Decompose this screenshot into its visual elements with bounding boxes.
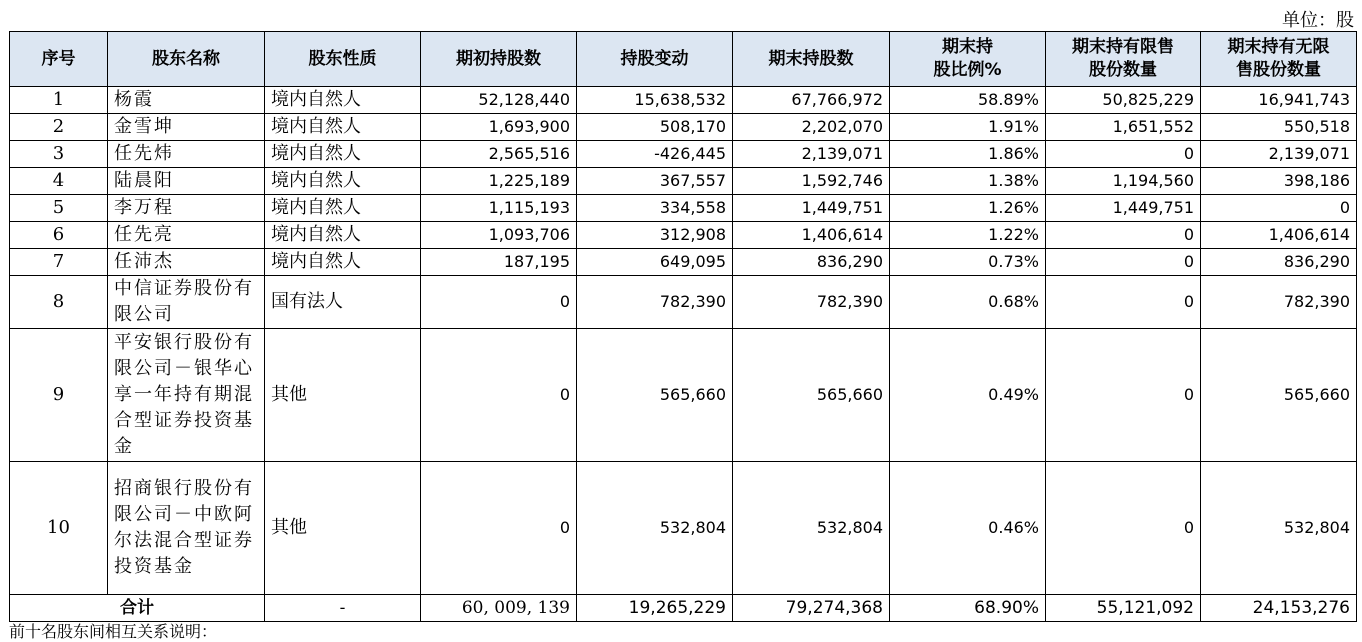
col-header-end: 期末持股数 [733,32,890,87]
table-header-row [10,32,1357,87]
cell-restricted: 1,194,560 [1046,168,1201,195]
cell-end: 782,390 [733,276,890,329]
cell-start: 187,195 [421,249,577,276]
cell-ratio: 0.49% [890,329,1046,462]
cell-end: 2,139,071 [733,141,890,168]
table-row [10,276,1357,329]
total-label: 合计 [10,595,265,622]
cell-nature: 境内自然人 [265,249,421,276]
cell-start: 0 [421,462,577,595]
cell-index: 5 [10,195,108,222]
cell-change: 15,638,532 [577,87,733,114]
table-row [10,462,1357,595]
cell-unrestricted: 550,518 [1201,114,1357,141]
table-row [10,87,1357,114]
table-row [10,168,1357,195]
total-row [10,595,1357,622]
cell-name: 任沛杰 [108,249,265,276]
cell-end: 532,804 [733,462,890,595]
cell-change: 782,390 [577,276,733,329]
cell-change: 508,170 [577,114,733,141]
cell-index: 7 [10,249,108,276]
col-header-change: 持股变动 [577,32,733,87]
cell-ratio: 0.73% [890,249,1046,276]
cell-unrestricted: 836,290 [1201,249,1357,276]
col-header-index: 序号 [10,32,108,87]
cell-nature: 其他 [265,329,421,462]
cell-change: -426,445 [577,141,733,168]
cell-ratio: 0.46% [890,462,1046,595]
cell-unrestricted: 782,390 [1201,276,1357,329]
shareholder-table [9,31,1357,622]
cell-ratio: 1.26% [890,195,1046,222]
cell-unrestricted: 0 [1201,195,1357,222]
cell-restricted: 0 [1046,222,1201,249]
total-start: 60, 009, 139 [421,595,577,622]
cell-restricted: 50,825,229 [1046,87,1201,114]
cell-start: 0 [421,276,577,329]
cell-name: 李万程 [108,195,265,222]
cell-start: 2,565,516 [421,141,577,168]
cell-start: 52,128,440 [421,87,577,114]
col-header-name: 股东名称 [108,32,265,87]
cell-restricted: 0 [1046,276,1201,329]
cell-start: 1,225,189 [421,168,577,195]
total-unrestricted: 24,153,276 [1201,595,1357,622]
cell-ratio: 0.68% [890,276,1046,329]
total-ratio: 68.90% [890,595,1046,622]
cell-nature: 境内自然人 [265,141,421,168]
cell-end: 565,660 [733,329,890,462]
cell-restricted: 0 [1046,462,1201,595]
col-header-nature: 股东性质 [265,32,421,87]
cell-name: 中信证券股份有限公司 [108,276,265,329]
cell-nature: 国有法人 [265,276,421,329]
cell-end: 1,406,614 [733,222,890,249]
cell-unrestricted: 16,941,743 [1201,87,1357,114]
cell-index: 6 [10,222,108,249]
cell-index: 9 [10,329,108,462]
total-end: 79,274,368 [733,595,890,622]
cell-name: 任先炜 [108,141,265,168]
cell-nature: 其他 [265,462,421,595]
total-restricted: 55,121,092 [1046,595,1201,622]
total-nature: - [265,595,421,622]
cell-restricted: 0 [1046,329,1201,462]
cell-index: 2 [10,114,108,141]
cell-index: 4 [10,168,108,195]
table-row [10,249,1357,276]
cell-nature: 境内自然人 [265,222,421,249]
cell-nature: 境内自然人 [265,87,421,114]
cell-name: 任先亮 [108,222,265,249]
cell-end: 1,449,751 [733,195,890,222]
cell-start: 0 [421,329,577,462]
cell-end: 2,202,070 [733,114,890,141]
table-row [10,141,1357,168]
table-row [10,329,1357,462]
cell-name: 平安银行股份有限公司－银华心享一年持有期混合型证券投资基金 [108,329,265,462]
cell-change: 367,557 [577,168,733,195]
cell-unrestricted: 565,660 [1201,329,1357,462]
cell-name: 招商银行股份有限公司－中欧阿尔法混合型证券投资基金 [108,462,265,595]
cell-nature: 境内自然人 [265,114,421,141]
cell-nature: 境内自然人 [265,168,421,195]
table-row [10,195,1357,222]
cell-start: 1,115,193 [421,195,577,222]
cell-change: 649,095 [577,249,733,276]
cell-restricted: 0 [1046,249,1201,276]
cell-restricted: 0 [1046,141,1201,168]
cell-start: 1,693,900 [421,114,577,141]
cell-end: 67,766,972 [733,87,890,114]
cell-change: 334,558 [577,195,733,222]
cell-ratio: 1.38% [890,168,1046,195]
cell-ratio: 1.91% [890,114,1046,141]
col-header-start: 期初持股数 [421,32,577,87]
unit-label: 单位：股 [1282,10,1354,31]
cell-unrestricted: 1,406,614 [1201,222,1357,249]
cell-unrestricted: 398,186 [1201,168,1357,195]
cell-name: 金雪坤 [108,114,265,141]
cell-restricted: 1,651,552 [1046,114,1201,141]
cell-nature: 境内自然人 [265,195,421,222]
col-header-unrestricted: 期末持有无限 售股份数量 [1201,32,1357,87]
footnote: 前十名股东间相互关系说明： [9,622,218,641]
cell-restricted: 1,449,751 [1046,195,1201,222]
cell-end: 1,592,746 [733,168,890,195]
col-header-restricted: 期末持有限售 股份数量 [1046,32,1201,87]
table-row [10,114,1357,141]
total-change: 19,265,229 [577,595,733,622]
cell-change: 532,804 [577,462,733,595]
table-row [10,222,1357,249]
cell-change: 565,660 [577,329,733,462]
cell-ratio: 58.89% [890,87,1046,114]
col-header-ratio: 期末持 股比例% [890,32,1046,87]
cell-ratio: 1.22% [890,222,1046,249]
cell-start: 1,093,706 [421,222,577,249]
cell-ratio: 1.86% [890,141,1046,168]
cell-change: 312,908 [577,222,733,249]
cell-index: 8 [10,276,108,329]
cell-unrestricted: 532,804 [1201,462,1357,595]
cell-index: 10 [10,462,108,595]
cell-name: 陆晨阳 [108,168,265,195]
cell-end: 836,290 [733,249,890,276]
cell-index: 1 [10,87,108,114]
cell-name: 杨霞 [108,87,265,114]
cell-index: 3 [10,141,108,168]
cell-unrestricted: 2,139,071 [1201,141,1357,168]
